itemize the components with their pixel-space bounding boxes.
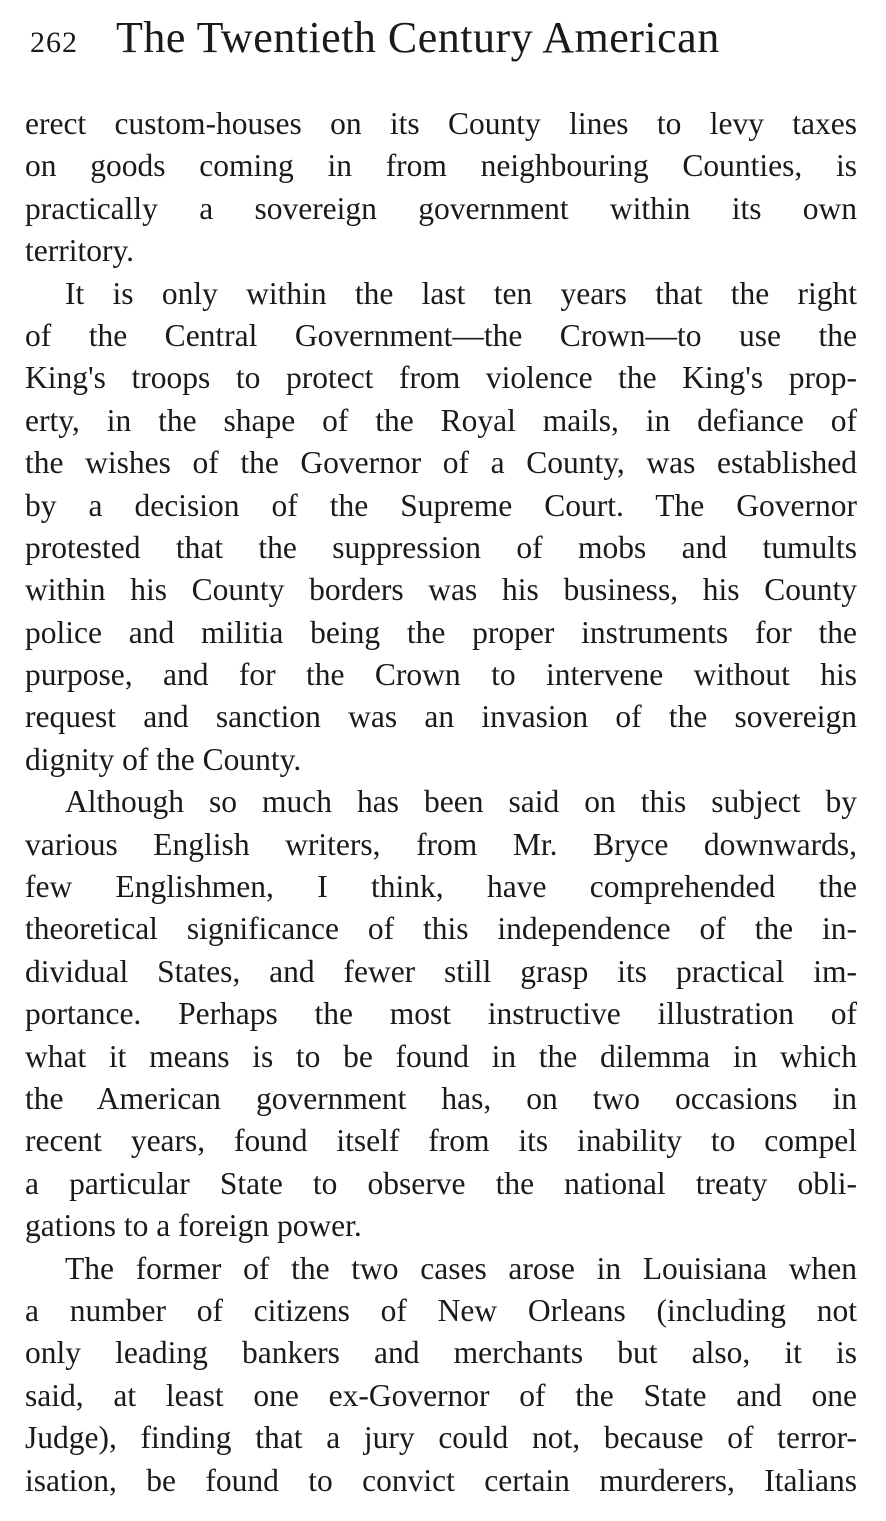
text-line: isation, be found to convict certain murderers, Italians: [25, 1462, 857, 1498]
page-header: [30, 12, 860, 72]
text-line: dignity of the County.: [25, 741, 302, 777]
text-line: the wishes of the Governor of a County, was established: [25, 445, 857, 481]
text-line: on goods coming in from neighbouring Counties, is: [25, 148, 857, 184]
text-line: erect custom-houses on its County lines to levy taxes: [25, 106, 857, 141]
text-line: a number of citizens of New Orleans (including not: [25, 1292, 857, 1328]
text-line: of the Central Government—the Crown—to use the: [25, 317, 857, 353]
running-title: The Twentieth Century American: [116, 13, 720, 62]
text-line: various English writers, from Mr. Bryce downwards,: [25, 826, 857, 862]
text-line: King's troops to protect from violence the King's prop-: [25, 360, 857, 396]
text-line: practically a sovereign government within its own: [25, 190, 857, 226]
text-line: The former of the two cases arose in Louisiana when: [65, 1250, 857, 1286]
text-line: few Englishmen, I think, have comprehended the: [25, 869, 857, 905]
text-line: protested that the suppression of mobs and tumults: [25, 529, 857, 565]
text-line: Judge), finding that a jury could not, because of terror-: [25, 1420, 857, 1456]
text-line: request and sanction was an invasion of the sovereign: [25, 699, 857, 735]
body-text: [25, 103, 857, 1502]
text-line: by a decision of the Supreme Court. The Governor: [25, 487, 857, 523]
text-line: a particular State to observe the national treaty obli-: [25, 1165, 857, 1201]
text-line: Although so much has been said on this subject by: [65, 784, 857, 820]
text-line: the American government has, on two occasions in: [25, 1080, 857, 1116]
text-line: gations to a foreign power.: [25, 1208, 362, 1244]
text-line: portance. Perhaps the most instructive illustration of: [25, 996, 857, 1032]
text-line: said, at least one ex-Governor of the State and one: [25, 1377, 857, 1413]
text-line: erty, in the shape of the Royal mails, in defiance of: [25, 402, 857, 438]
text-line: recent years, found itself from its inability to compel: [25, 1123, 857, 1159]
text-line: within his County borders was his business, his County: [25, 572, 857, 608]
text-line: It is only within the last ten years that the right: [65, 275, 857, 311]
text-line: purpose, and for the Crown to intervene without his: [25, 657, 857, 693]
text-line: territory.: [25, 233, 135, 269]
text-line: police and militia being the proper instruments for the: [25, 614, 857, 650]
text-line: dividual States, and fewer still grasp its practical im-: [25, 953, 857, 989]
text-line: what it means is to be found in the dilemma in which: [25, 1038, 857, 1074]
page-number: 262: [30, 26, 78, 59]
text-line: theoretical significance of this independence of the in-: [25, 911, 857, 947]
text-line: only leading bankers and merchants but also, it is: [25, 1335, 857, 1371]
